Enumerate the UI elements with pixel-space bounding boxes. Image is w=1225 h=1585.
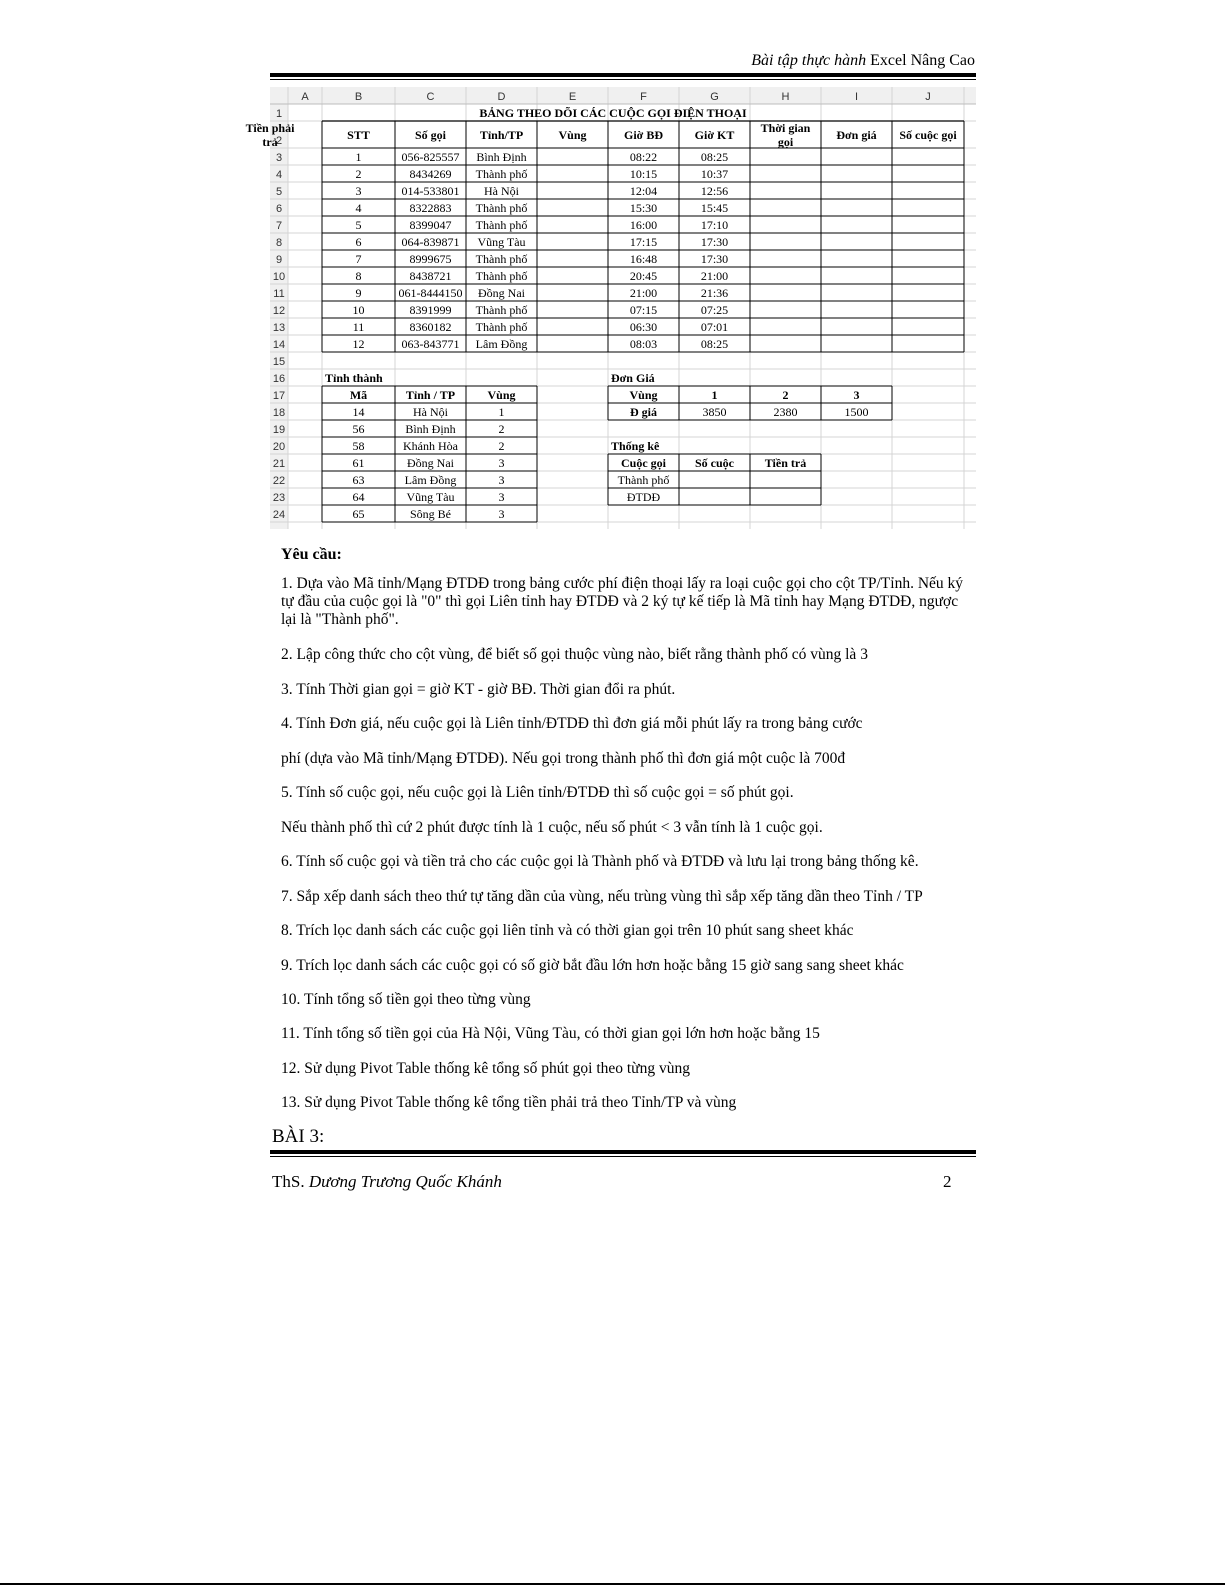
tinh-cell: 1 xyxy=(498,405,505,419)
row-number: 5 xyxy=(275,186,283,198)
thongke-header: Số cuộc xyxy=(695,456,734,470)
data-cell: 21:00 xyxy=(700,269,729,283)
row-number: 7 xyxy=(275,220,283,232)
data-cell: 014-533801 xyxy=(401,184,460,198)
footer-name: Dương Trương Quốc Khánh xyxy=(308,1172,502,1191)
requirements-title: Yêu cầu: xyxy=(281,546,342,563)
data-cell: Thành phố xyxy=(475,252,528,266)
tinh-cell: 3 xyxy=(498,456,505,470)
data-cell: 08:03 xyxy=(629,337,658,351)
data-cell: 16:48 xyxy=(629,252,658,266)
data-cell: 17:10 xyxy=(700,218,729,232)
row-number: 15 xyxy=(272,356,286,368)
row-number: 22 xyxy=(272,475,286,487)
requirement-item: 2. Lập công thức cho cột vùng, để biết số gọi thuộc vùng nào, biết rằng thành phố có vùng là 3 xyxy=(281,646,868,663)
header-cell: Giờ BĐ xyxy=(624,128,663,142)
row-number: 12 xyxy=(272,305,286,317)
data-cell: Thành phố xyxy=(475,269,528,283)
data-cell: Vũng Tàu xyxy=(477,235,526,249)
data-cell: 07:01 xyxy=(700,320,729,334)
column-letter: H xyxy=(781,91,790,103)
row-number: 10 xyxy=(272,271,286,283)
requirement-item: 12. Sử dụng Pivot Table thống kê tổng số phút gọi theo từng vùng xyxy=(281,1060,690,1077)
row-number: 17 xyxy=(272,390,286,402)
data-cell: 8999675 xyxy=(409,252,452,266)
data-cell: 8322883 xyxy=(409,201,452,215)
header-cell: Giờ KT xyxy=(694,128,735,142)
data-cell: 8438721 xyxy=(409,269,452,283)
tinh-cell: Lâm Đồng xyxy=(404,473,457,487)
data-cell: 21:00 xyxy=(629,286,658,300)
requirement-item: 5. Tính số cuộc gọi, nếu cuộc gọi là Liên tỉnh/ĐTDĐ thì số cuộc gọi = số phút gọi. xyxy=(281,784,794,801)
header-cell: STT xyxy=(347,128,370,142)
data-cell: 10:15 xyxy=(629,167,658,181)
row-number: 18 xyxy=(272,407,286,419)
data-cell: 056-825557 xyxy=(401,150,460,164)
data-cell: 15:30 xyxy=(629,201,658,215)
header-cell: Thời gian xyxy=(760,121,811,135)
tinh-cell: Hà Nội xyxy=(413,405,448,419)
requirement-item: 3. Tính Thời gian gọi = giờ KT - giờ BĐ. Thời gian đổi ra phút. xyxy=(281,681,676,698)
header-cell: Tỉnh/TP xyxy=(479,128,524,142)
row-number: 9 xyxy=(275,254,283,266)
footer-rule-thick xyxy=(270,1150,976,1154)
data-cell: 8391999 xyxy=(409,303,452,317)
data-cell: 06:30 xyxy=(629,320,658,334)
tinh-cell: 58 xyxy=(352,439,365,453)
dongia-cell: 2 xyxy=(782,388,789,402)
column-letter: I xyxy=(854,91,859,103)
dongia-cell: 3850 xyxy=(702,405,727,419)
header-cell: Tiền phải xyxy=(245,121,295,135)
row-number: 8 xyxy=(275,237,283,249)
data-cell: Hà Nội xyxy=(484,184,519,198)
requirement-item: 11. Tính tổng số tiền gọi của Hà Nội, Vũng Tàu, có thời gian gọi lớn hơn hoặc bằng 15 xyxy=(281,1025,820,1042)
data-cell: 6 xyxy=(355,235,362,249)
page-number: 2 xyxy=(943,1172,952,1191)
requirement-item: phí (dựa vào Mã tỉnh/Mạng ĐTDĐ). Nếu gọi trong thành phố thì đơn giá một cuộc là 700đ xyxy=(281,750,846,767)
header-cell: Số gọi xyxy=(414,128,447,142)
column-letter: C xyxy=(426,91,435,103)
thongke-cell: ĐTDĐ xyxy=(626,490,661,504)
tinh-cell: 3 xyxy=(498,473,505,487)
data-cell: Lâm Đồng xyxy=(475,337,528,351)
data-cell: Thành phố xyxy=(475,218,528,232)
data-cell: 8360182 xyxy=(409,320,452,334)
row-number: 6 xyxy=(275,203,283,215)
column-letter: A xyxy=(301,91,309,103)
data-cell: Thành phố xyxy=(475,303,528,317)
row-number: 24 xyxy=(272,509,286,521)
dongia-cell: 1500 xyxy=(844,405,869,419)
tinh-cell: Sông Bé xyxy=(409,507,452,521)
data-cell: 21:36 xyxy=(700,286,729,300)
data-cell: 8 xyxy=(355,269,362,283)
tinh-header: Mã xyxy=(349,388,368,402)
data-cell: 8399047 xyxy=(409,218,452,232)
header-cell: Vùng xyxy=(558,128,587,142)
data-cell: Đồng Nai xyxy=(478,286,525,300)
data-cell: Thành phố xyxy=(475,320,528,334)
footer-author xyxy=(272,1172,502,1192)
tinh-cell: 3 xyxy=(498,490,505,504)
requirement-item: 13. Sử dụng Pivot Table thống kê tổng tiền phải trả theo Tỉnh/TP và vùng xyxy=(281,1094,737,1111)
data-cell: 08:25 xyxy=(700,150,729,164)
data-cell: 12:04 xyxy=(629,184,658,198)
requirement-item: Nếu thành phố thì cứ 2 phút được tính là 1 cuộc, nếu số phút < 3 vẫn tính là 1 cuộc gọi. xyxy=(281,819,823,836)
thongke-header: Tiền trả xyxy=(764,456,807,470)
data-cell: Thành phố xyxy=(475,167,528,181)
spreadsheet-svg xyxy=(245,87,976,529)
data-cell: 10 xyxy=(352,303,365,317)
footer-rule-thin xyxy=(270,1156,976,1157)
tinh-thanh-label: Tỉnh thành xyxy=(325,371,383,385)
tinh-cell: Khánh Hòa xyxy=(403,439,458,453)
dongia-cell: 3 xyxy=(853,388,860,402)
data-cell: 20:45 xyxy=(629,269,658,283)
row-number: 3 xyxy=(275,152,283,164)
header-rule-thick xyxy=(270,73,976,77)
data-cell: 15:45 xyxy=(700,201,729,215)
data-cell: 12:56 xyxy=(700,184,729,198)
data-cell: 061-8444150 xyxy=(398,286,463,300)
column-letter: D xyxy=(497,91,506,103)
data-cell: 063-843771 xyxy=(401,337,460,351)
tinh-cell: 63 xyxy=(352,473,365,487)
dongia-cell: Vùng xyxy=(629,388,658,402)
sheet-title: BẢNG THEO DÕI CÁC CUỘC GỌI ĐIỆN THOẠI xyxy=(479,106,747,120)
column-letter: B xyxy=(354,91,363,103)
tinh-cell: 56 xyxy=(352,422,365,436)
row-number: 1 xyxy=(275,108,283,120)
dongia-cell: Đ giá xyxy=(630,405,657,419)
data-cell: 07:15 xyxy=(629,303,658,317)
header-rule-thin xyxy=(270,79,976,80)
data-cell: 17:30 xyxy=(700,235,729,249)
tinh-header: Vùng xyxy=(487,388,516,402)
data-cell: Bình Định xyxy=(476,150,527,164)
tinh-header: Tỉnh / TP xyxy=(405,388,456,402)
row-number: 16 xyxy=(272,373,286,385)
requirement-item: 8. Trích lọc danh sách các cuộc gọi liên tỉnh và có thời gian gọi trên 10 phút sang sheet khác xyxy=(281,922,854,939)
row-number: 20 xyxy=(272,441,286,453)
thong-ke-label: Thống kê xyxy=(611,439,660,453)
requirement-item: 1. Dựa vào Mã tỉnh/Mạng ĐTDĐ trong bảng cước phí điện thoại lấy ra loại cuộc gọi cho cột TP/Tỉnh. Nếu ký tự đầu của cuộc gọi là "0" thì gọi Liên tỉnh hay ĐTDĐ và 2 ký tự kế tiếp là Mã tỉnh hay Mạng ĐTDĐ, ngược lại là "Thành phố". xyxy=(281,575,964,628)
header-italic: Bài tập thực hành xyxy=(751,52,867,69)
tinh-cell: 2 xyxy=(498,422,505,436)
header-rest: Excel Nâng Cao xyxy=(866,52,975,69)
data-cell: 16:00 xyxy=(629,218,658,232)
requirement-item: 4. Tính Đơn giá, nếu cuộc gọi là Liên tỉnh/ĐTDĐ thì đơn giá mỗi phút lấy ra trong bảng cước xyxy=(281,715,863,732)
requirement-item: 7. Sắp xếp danh sách theo thứ tự tăng dần của vùng, nếu trùng vùng thì sắp xếp tăng dần theo Tỉnh / TP xyxy=(281,888,923,905)
row-number: 13 xyxy=(272,322,286,334)
row-number: 4 xyxy=(275,169,283,181)
data-cell: 3 xyxy=(355,184,362,198)
data-cell: 08:22 xyxy=(629,150,658,164)
tinh-cell: Bình Định xyxy=(405,422,456,436)
header-cell: gọi xyxy=(777,135,794,149)
exercise-heading: BÀI 3: xyxy=(272,1126,325,1147)
header-cell: Đơn giá xyxy=(836,128,877,142)
dongia-cell: 2380 xyxy=(773,405,798,419)
row-number: 11 xyxy=(273,288,285,300)
footer-prefix: ThS. xyxy=(272,1172,309,1191)
data-cell: 17:15 xyxy=(629,235,658,249)
data-cell: 07:25 xyxy=(700,303,729,317)
column-letter: E xyxy=(568,91,577,103)
dongia-cell: 1 xyxy=(711,388,718,402)
data-cell: 08:25 xyxy=(700,337,729,351)
data-cell: 1 xyxy=(355,150,362,164)
requirement-item: 9. Trích lọc danh sách các cuộc gọi có số giờ bắt đầu lớn hơn hoặc bằng 15 giờ sang sang sheet khác xyxy=(281,957,904,974)
page-header-title xyxy=(751,52,975,70)
data-cell: Thành phố xyxy=(475,201,528,215)
requirement-item: 10. Tính tổng số tiền gọi theo từng vùng xyxy=(281,991,531,1008)
row-number: 2 xyxy=(275,135,283,147)
header-cell: Số cuộc gọi xyxy=(899,128,957,142)
data-cell: 9 xyxy=(355,286,362,300)
data-cell: 11 xyxy=(352,320,365,334)
data-cell: 12 xyxy=(352,337,365,351)
thongke-header: Cuộc gọi xyxy=(621,456,666,470)
data-cell: 2 xyxy=(355,167,362,181)
tinh-cell: Vũng Tàu xyxy=(406,490,455,504)
row-number: 23 xyxy=(272,492,286,504)
data-cell: 10:37 xyxy=(700,167,729,181)
tinh-cell: 61 xyxy=(352,456,365,470)
data-cell: 7 xyxy=(355,252,362,266)
column-letter: J xyxy=(925,91,931,103)
tinh-cell: 65 xyxy=(352,507,365,521)
spreadsheet-image xyxy=(245,87,976,529)
data-cell: 8434269 xyxy=(409,167,452,181)
requirement-item: 6. Tính số cuộc gọi và tiền trả cho các cuộc gọi là Thành phố và ĐTDĐ và lưu lại trong bảng thống kê. xyxy=(281,853,919,870)
tinh-cell: 3 xyxy=(498,507,505,521)
header-cell: trả xyxy=(262,135,278,149)
don-gia-label: Đơn Giá xyxy=(611,371,655,385)
thongke-cell: Thành phố xyxy=(617,473,670,487)
row-number: 19 xyxy=(272,424,286,436)
data-cell: 064-839871 xyxy=(401,235,460,249)
row-number: 14 xyxy=(272,339,286,351)
column-letter: G xyxy=(710,91,719,103)
data-cell: 5 xyxy=(355,218,362,232)
row-number: 21 xyxy=(272,458,286,470)
tinh-cell: 14 xyxy=(352,405,365,419)
tinh-cell: 64 xyxy=(352,490,365,504)
data-cell: 17:30 xyxy=(700,252,729,266)
data-cell: 4 xyxy=(355,201,362,215)
column-header-strip xyxy=(270,87,976,104)
tinh-cell: Đồng Nai xyxy=(407,456,454,470)
tinh-cell: 2 xyxy=(498,439,505,453)
column-letter: F xyxy=(640,91,647,103)
